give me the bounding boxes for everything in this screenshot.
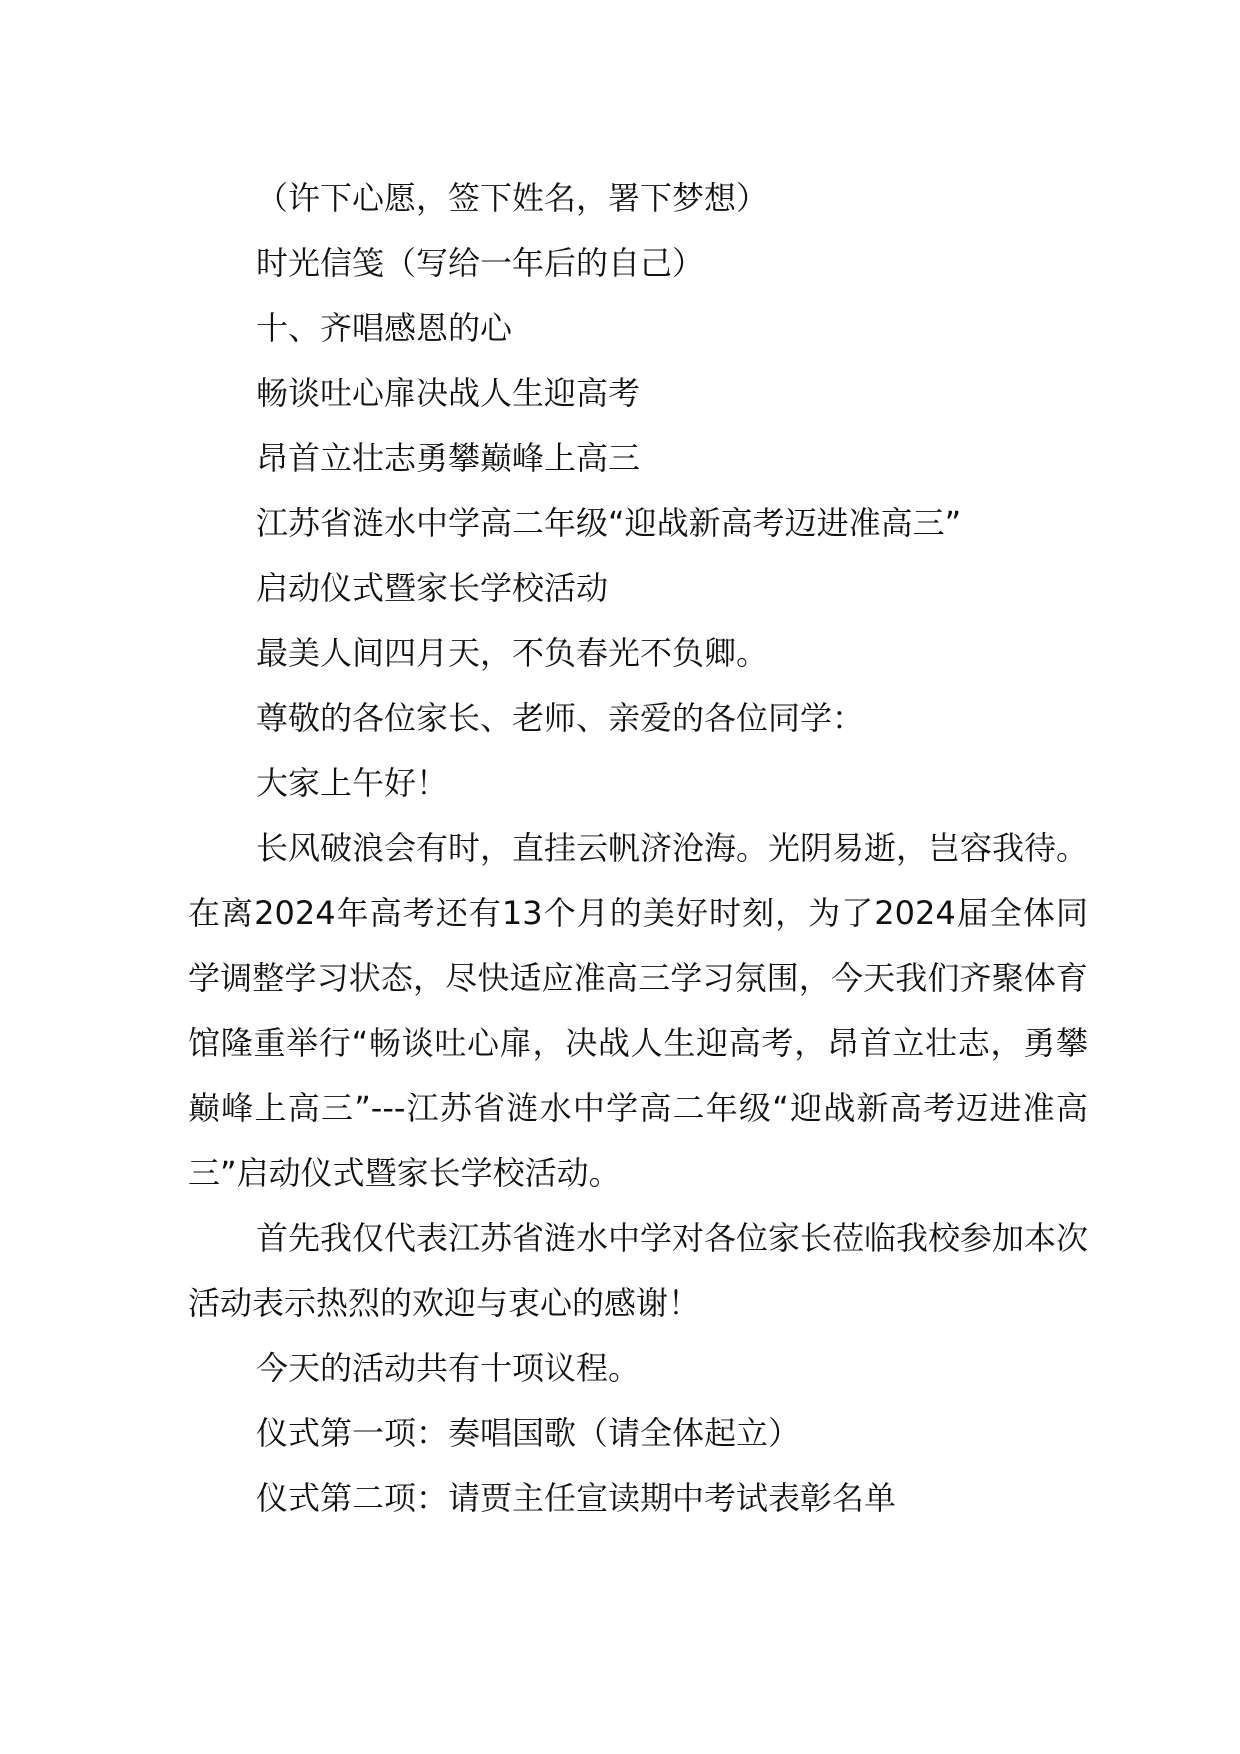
document-body [188, 166, 1088, 1531]
agenda-item: 仪式第一项：奏唱国歌（请全体起立） [256, 1414, 801, 1452]
event-subtitle: 启动仪式暨家长学校活动 [256, 569, 609, 607]
section-heading: 十、齐唱感恩的心 [256, 309, 513, 347]
event-title: 江苏省涟水中学高二年级“迎战新高考迈进准高三” [256, 504, 962, 542]
agenda-item: 仪式第二项：请贾主任宣读期中考试表彰名单 [256, 1479, 897, 1517]
paragraph: 首先我仅代表江苏省涟水中学对各位家长莅临我校参加本次活动表示热烈的欢迎与衷心的感谢！ [188, 1219, 1089, 1322]
greeting: 大家上午好！ [256, 764, 449, 802]
slogan-line: 畅谈吐心扉决战人生迎高考 [256, 374, 641, 412]
salutation: 尊敬的各位家长、老师、亲爱的各位同学： [256, 699, 865, 737]
opening-line: 最美人间四月天，不负春光不负卿。 [256, 634, 769, 672]
agenda-intro: 今天的活动共有十项议程。 [256, 1349, 641, 1387]
slogan-line: 昂首立壮志勇攀巅峰上高三 [256, 439, 641, 477]
paragraph: 长风破浪会有时，直挂云帆济沧海。光阴易逝，岂容我待。在离2024年高考还有13个月的美好时刻，为了2024届全体同学调整学习状态，尽快适应准高三学习氛围，今天我们齐聚体育馆隆重举行“畅谈吐心扉，决战人生迎高考，昂首立壮志，勇攀巅峰上高三”---江苏省涟水中学高二年级“迎战新高考迈进准高三”启动仪式暨家长学校活动。 [188, 829, 1089, 1192]
text-line: （许下心愿，签下姓名，署下梦想） [256, 179, 769, 217]
text-line: 时光信笺（写给一年后的自己） [256, 244, 705, 282]
